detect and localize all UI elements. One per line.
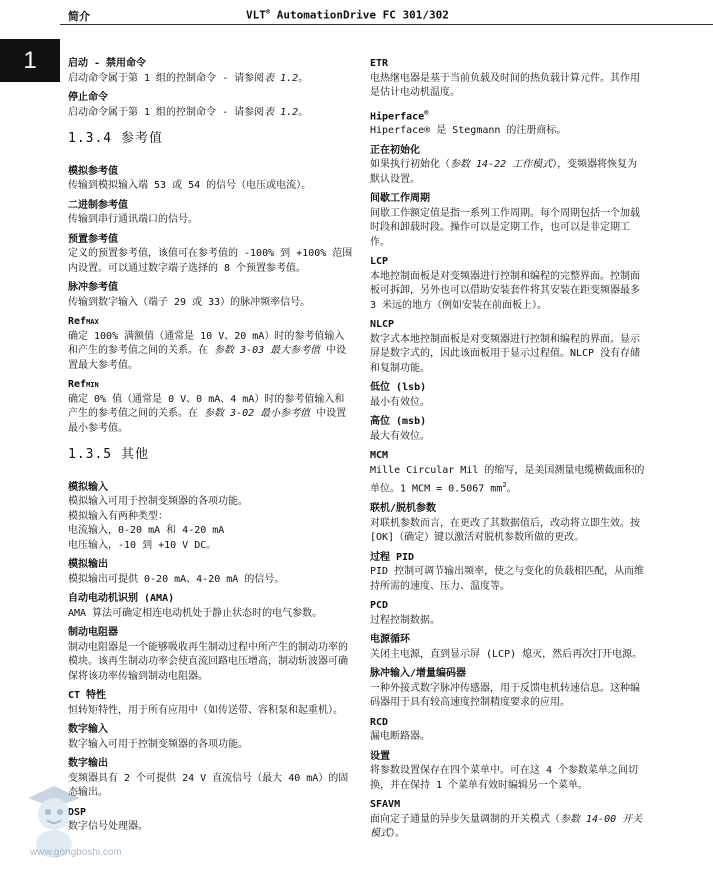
right-c-term-3: 电源循环 [370,634,410,646]
misc-term-1: 模拟输出 [68,559,108,570]
ref-desc-1: 传输到串行通讯端口的信号。 [68,214,198,225]
right-c-desc-4: 一种外接式数字脉冲传感器，用于反馈电机转速信息。这种编码器用于具有较高速度控制精度要求的应用。 [370,682,640,709]
misc-term-6: 数字输出 [68,758,108,769]
right-b-desc-4: 最大有效位。 [370,430,430,442]
mcm-desc: Mille Circular Mil 的缩写，是美国测量电缆横截面积的单位。1 MCM = 0.5067 $mm^2$。 [370,464,645,495]
right-a-term-0: ETR [370,58,389,69]
right-c-term-2: PCD [370,600,389,612]
misc-desc-4: 恒转矩特性，用于所有应用中（如传送带、容积泵和起重机）。 [68,704,343,716]
right-b-term-0: 间歇工作周期 [370,193,430,205]
misc-term-7: DSP [68,806,87,818]
misc-desc-0: 模拟输入可用于控制变频器的各项功能。 模拟输入有两种类型： 电流输入，0-20 mA 和 4-20 mA 电压输入，-10 到 +10 V DC。 [68,496,248,551]
right-c-desc-0: 对联机参数而言，在更改了其数据值后，改动将立即生效。按 [OK]（确定）键以激活对脱机参数所做的更改。 [370,517,640,544]
refmax-desc: 确定 100% 满额值（通常是 10 V、20 mA）时的参考值输入和产生的参考值之间的关系。在 参数 3-03 最大参考值 中设置最大参考值。 [68,330,347,371]
watermark-text: www.gongboshi.com [30,847,122,858]
refmin-desc: 确定 0% 值（通常是 0 V、0 mA、4 mA）时的参考值输入和产生的参考值之间的关系。在 参数 3-02 最小参考值 中设置最小参考值。 [68,393,347,434]
ref-term-2: 预置参考值 [68,233,118,245]
command-desc-0: 启动命令属于第 1 组的控制命令 - 请参阅表 1.2。 [68,72,309,84]
right-column [370,57,645,847]
misc-desc-1: 模拟输出可提供 0-20 mA、4-20 mA 的信号。 [68,573,285,585]
misc-desc-3: 制动电阻器是一个能够吸收再生制动过程中所产生的制动功率的模块。该再生制动功率会使直流回路电压增高，制动斩波器可确保将该功率传输到制动电阻器。 [68,641,348,682]
right-b-desc-1: 本地控制面板是对变频器进行控制和编程的完整界面。控制面板可拆卸，另外也可以借助安装套件将其安装在距变频器最多 3 米远的地方（例如安装在前面板上）。 [370,270,640,311]
hiperface-desc: Hiperface® 是 Stegmann 的注册商标。 [370,125,567,137]
misc-term-2: 自动电动机识别 (AMA) [68,593,175,604]
misc-desc-7: 数字信号处理器。 [68,821,148,832]
misc-desc-6: 变频器具有 2 个可提供 24 V 直流信号（最大 40 mA）的固态输出。 [68,772,349,798]
misc-term-0: 模拟输入 [68,481,108,493]
right-c-term-5: RCD [370,716,389,728]
ref-term-1: 二进制参考值 [68,199,128,211]
ref-desc-0: 传输到模拟输入端 53 或 54 的信号（电压或电流）。 [68,180,312,191]
command-term-0: 启动 - 禁用命令 [68,58,147,69]
misc-term-4: CT 特性 [68,690,107,701]
misc-desc-5: 数字输入可用于控制变频器的各项功能。 [68,738,248,750]
header-title: VLT® AutomationDrive FC 301/302 [246,8,449,22]
init-desc: 如果执行初始化（参数 14-22 工作模式），变频器将恢复为默认设置。 [370,159,638,185]
right-a-desc-0: 电热继电器是基于当前负载及时间的热负载计算元件。其作用是估计电动机温度。 [370,72,640,98]
chapter-tab: 1 [0,39,60,82]
right-c-desc-5: 漏电断路器。 [370,731,430,743]
header-rule [60,24,713,25]
sfavm-term: SFAVM [370,799,401,811]
misc-desc-2: AMA 算法可确定相连电动机处于静止状态时的电气参数。 [68,607,323,619]
right-c-term-4: 脉冲输入/增量编码器 [370,668,467,680]
right-c-desc-3: 关闭主电源，直到显示屏 (LCP) 熄灭，然后再次打开电源。 [370,648,643,660]
hiperface-term: Hiperface® [370,108,429,122]
misc-term-3: 制动电阻器 [68,627,118,638]
header-section: 简介 [68,10,90,23]
ref-desc-3: 传输到数字输入（端子 29 或 33）的脉冲频率信号。 [68,296,311,308]
command-term-1: 停止命令 [68,92,108,103]
left-column [68,57,353,840]
right-c-desc-1: PID 控制可调节输出频率，使之与变化的负载相匹配，从而维持所需的速度、压力、温度等。 [370,566,645,592]
refmax-term: RefMAX [68,316,99,327]
misc-term-5: 数字输入 [68,724,108,735]
right-c-term-0: 联机/脱机参数 [370,503,437,515]
section-heading-reference: 1.3.4 参考值 [68,131,163,146]
right-b-desc-0: 间歇工作额定值是指一系列工作周期。每个周期包括一个加载时段和卸载时段。操作可以是定期工作，也可以是非定期工作。 [370,207,640,248]
right-c-desc-2: 过程控制数据。 [370,614,440,626]
right-b-term-1: LCP [370,256,389,268]
right-b-term-3: 低位 (lsb) [370,382,427,394]
right-c-term-1: 过程 PID [370,551,415,563]
right-c-term-6: 设置 [370,750,390,762]
section-heading-misc: 1.3.5 其他 [68,447,149,462]
ref-term-0: 模拟参考值 [68,165,118,177]
ref-term-3: 脉冲参考值 [68,282,118,293]
ref-desc-2: 定义的预置参考值，该值可在参考值的 -100% 到 +100% 范围内设置。可以通过数字端子选择的 8 个预置参考值。 [68,248,353,274]
mcm-term: MCM [370,450,389,462]
right-b-desc-2: 数字式本地控制面板是对变频器进行控制和编程的界面。显示屏是数字式的，因此该面板用于显示过程值。NLCP 没有存储和复制功能。 [370,333,641,374]
right-b-term-4: 高位 (msb) [370,416,427,428]
init-term: 正在初始化 [370,144,420,156]
right-b-term-2: NLCP [370,319,395,331]
refmin-term: RefMIN [68,379,99,390]
right-b-desc-3: 最小有效位。 [370,396,430,408]
right-c-desc-6: 将参数设置保存在四个菜单中。可在这 4 个参数菜单之间切换，并在保持 1 个菜单有效时编辑另一个菜单。 [370,765,639,791]
sfavm-desc: 面向定子通量的异步矢量调制的开关模式（参数 14-00 开关模式）。 [370,813,643,840]
command-desc-1: 启动命令属于第 1 组的控制命令 - 请参阅表 1.2。 [68,106,309,118]
